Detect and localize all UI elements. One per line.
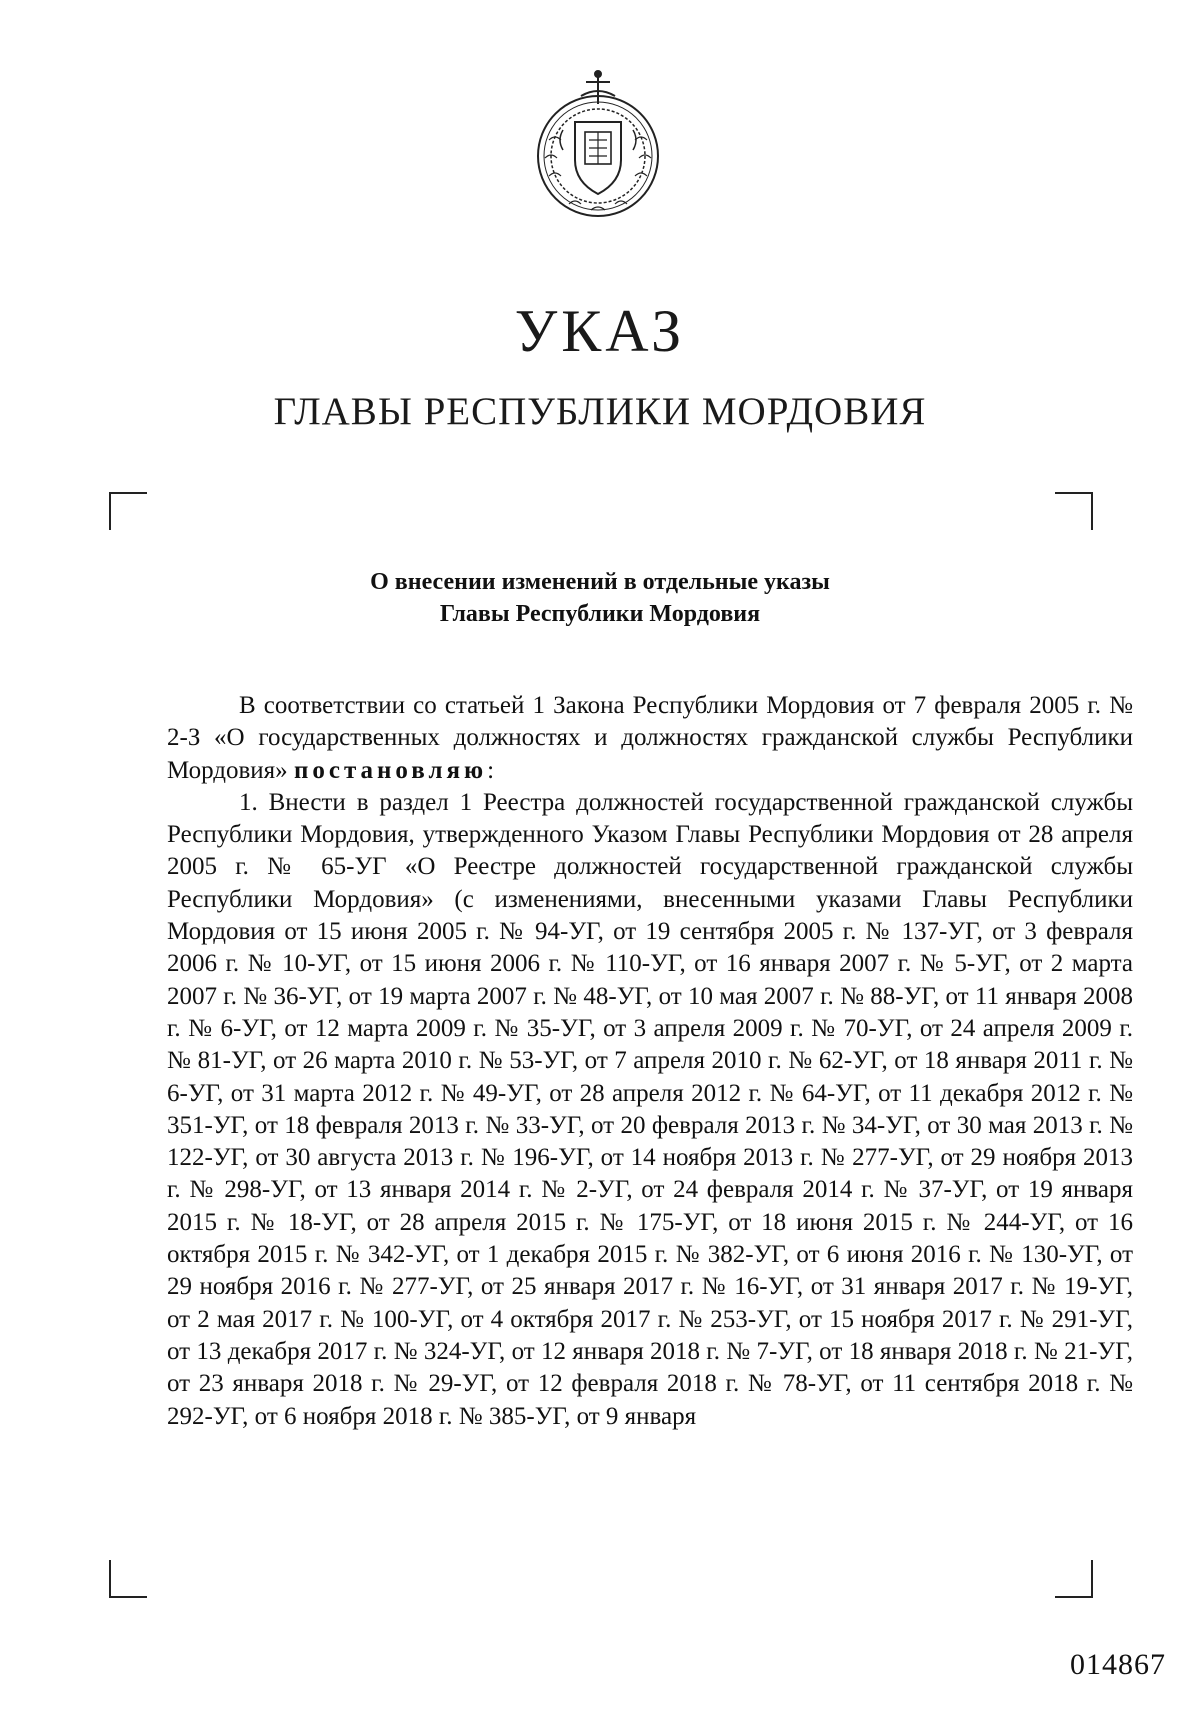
decree-body [167, 690, 1133, 1433]
decree-title: УКАЗ [514, 298, 686, 364]
resolve-word: постановляю [293, 756, 488, 784]
preamble-paragraph [167, 690, 1133, 787]
decree-heading [200, 566, 1000, 630]
heading-line-1: О внесении изменений в отдельные указы [370, 569, 830, 595]
corner-mark-top-left [109, 492, 147, 530]
corner-mark-bottom-left [109, 1560, 147, 1598]
decree-issuer: ГЛАВЫ РЕСПУБЛИКИ МОРДОВИЯ [273, 390, 927, 433]
document-serial-number: 014867 [1070, 1648, 1166, 1681]
item-1-paragraph: 1. Внести в раздел 1 Реестра должностей государственной гражданской службы Республики Мордовия, утвержденного Указом Главы Республики Мордовия от 28 апреля 2005 г. № 65-УГ «О Реестре должностей государственной гражданской службы Республики Мордовия» (с изменениями, внесенными указами Главы Республики Мордовия от 15 июня 2005 г. № 94-УГ, от 19 сентября 2005 г. № 137-УГ, от 3 февраля 2006 г. № 10-УГ, от 15 июня 2006 г. № 110-УГ, от 16 января 2007 г. № 5-УГ, от 2 марта 2007 г. № 36-УГ, от 19 марта 2007 г. № 48-УГ, от 10 мая 2007 г. № 88-УГ, от 11 января 2008 г. № 6-УГ, от 12 марта 2009 г. № 35-УГ, от 3 апреля 2009 г. № 70-УГ, от 24 апреля 2009 г. № 81-УГ, от 26 марта 2010 г. № 53-УГ, от 7 апреля 2010 г. № 62-УГ, от 18 января 2011 г. № 6-УГ, от 31 марта 2012 г. № 49-УГ, от 28 апреля 2012 г. № 64-УГ, от 11 декабря 2012 г. № 351-УГ, от 18 февраля 2013 г. № 33-УГ, от 20 февраля 2013 г. № 34-УГ, от 30 мая 2013 г. № 122-УГ, от 30 августа 2013 г. № 196-УГ, от 14 ноября 2013 г. № 277-УГ, от 29 ноября 2013 г. № 298-УГ, от 13 января 2014 г. № 2-УГ, от 24 февраля 2014 г. № 37-УГ, от 19 января 2015 г. № 18-УГ, от 28 апреля 2015 г. № 175-УГ, от 18 июня 2015 г. № 244-УГ, от 16 октября 2015 г. № 342-УГ, от 1 декабря 2015 г. № 382-УГ, от 6 июня 2016 г. № 130-УГ, от 29 ноября 2016 г. № 277-УГ, от 25 января 2017 г. № 16-УГ, от 31 января 2017 г. № 19-УГ, от 2 мая 2017 г. № 100-УГ, от 4 октября 2017 г. № 253-УГ, от 15 ноября 2017 г. № 291-УГ, от 13 декабря 2017 г. № 324-УГ, от 12 января 2018 г. № 7-УГ, от 18 января 2018 г. № 21-УГ, от 23 января 2018 г. № 29-УГ, от 12 февраля 2018 г. № 78-УГ, от 11 сентября 2018 г. № 292-УГ, от 6 ноября 2018 г. № 385-УГ, от 9 января [167, 788, 1133, 1430]
corner-mark-bottom-right [1055, 1560, 1093, 1598]
coat-of-arms-icon [529, 70, 667, 230]
resolve-suffix: : [487, 756, 495, 784]
preamble-text: В соответствии со статьей 1 Закона Республики Мордовия от 7 февраля 2005 г. № 2-З «О государственных должностях и должностях гражданской службы Республики Мордовия» [167, 692, 1133, 784]
heading-line-2: Главы Республики Мордовия [439, 601, 761, 627]
corner-mark-top-right [1055, 492, 1093, 530]
